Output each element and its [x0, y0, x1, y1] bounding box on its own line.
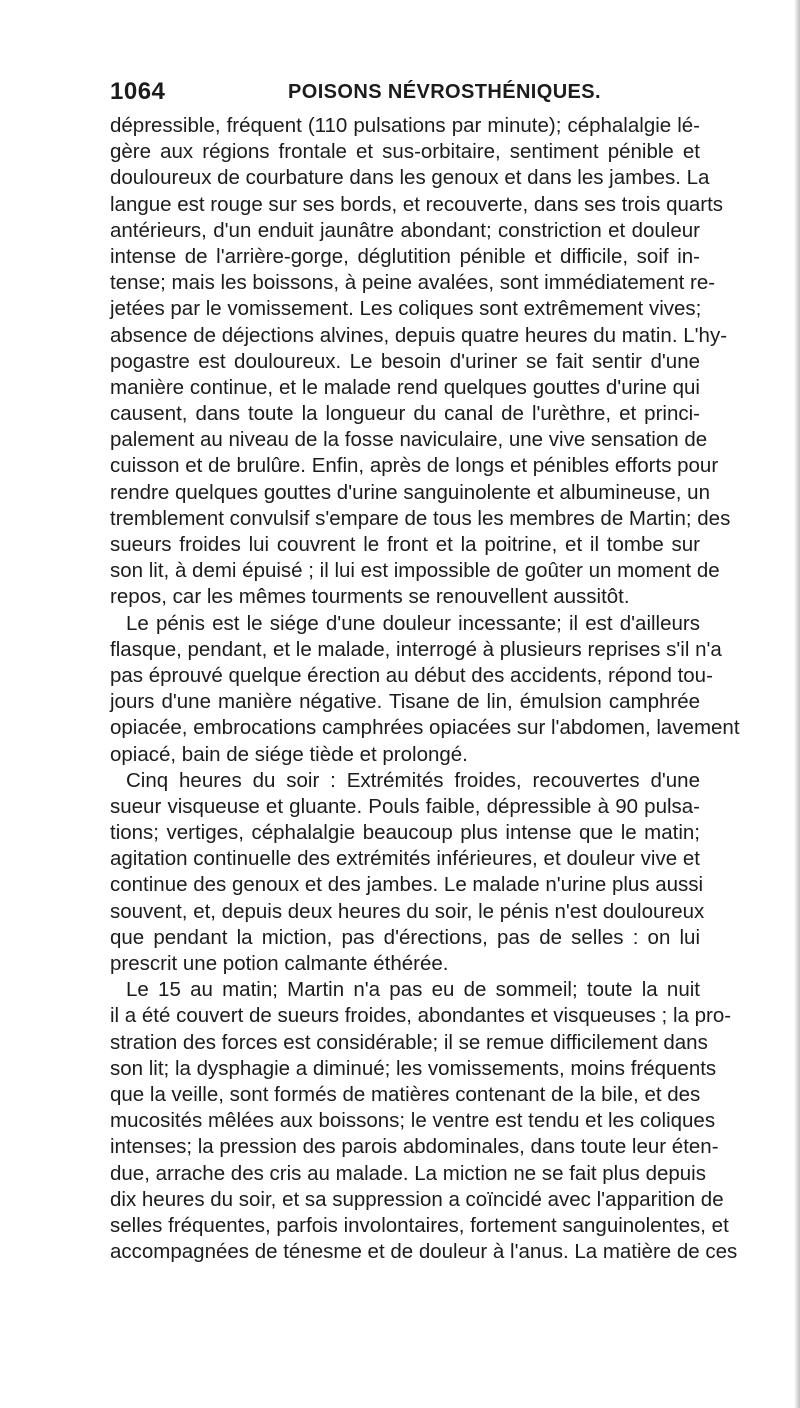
- text-line: sueurs froides lui couvrent le front et la poitrine, et il tombe sur: [110, 533, 700, 556]
- text-line: souvent, et, depuis deux heures du soir, le pénis n'est douloureux: [110, 899, 705, 923]
- scan-shadow-edge: [794, 0, 800, 1408]
- text-line: jetées par le vomissement. Les coliques sont extrêmement vives;: [110, 297, 702, 321]
- text-line: opiacée, embrocations camphrées opiacées sur l'abdomen, lavement: [110, 716, 740, 740]
- page-number: 1064: [110, 78, 166, 105]
- text-line: flasque, pendant, et le malade, interrogé à plusieurs reprises s'il n'a: [110, 637, 722, 661]
- text-line: rendre quelques gouttes d'urine sanguinolente et albumineuse, un: [110, 480, 710, 504]
- text-line: prescrit une potion calmante éthérée.: [110, 952, 449, 975]
- text-line: causent, dans toute la longueur du canal de l'urèthre, et princi-: [110, 402, 700, 426]
- text-line: que pendant la miction, pas d'érections, pas de selles : on lui: [110, 925, 700, 949]
- text-line: langue est rouge sur ses bords, et recouverte, dans ses trois quarts: [110, 192, 724, 216]
- text-line: jours d'une manière négative. Tisane de lin, émulsion camphrée: [110, 690, 700, 714]
- text-line: palement au niveau de la fosse naviculaire, une vive sensation de: [110, 428, 708, 452]
- text-line: agitation continuelle des extrémités inférieures, et douleur vive et: [110, 847, 700, 871]
- text-line: mucosités mêlées aux boissons; le ventre est tendu et les coliques: [110, 1109, 716, 1133]
- text-line: absence de déjections alvines, depuis quatre heures du matin. L'hy-: [110, 323, 728, 347]
- text-line: Le pénis est le siége d'une douleur incessante; il est d'ailleurs: [126, 611, 700, 635]
- text-line: sueur visqueuse et gluante. Pouls faible, dépressible à 90 pulsa-: [110, 794, 700, 818]
- text-line: dépressible, fréquent (110 pulsations par minute); céphalalgie lé-: [110, 114, 700, 137]
- text-line: douloureux de courbature dans les genoux et dans les jambes. La: [110, 166, 710, 190]
- text-line: due, arrache des cris au malade. La miction ne se fait plus depuis: [110, 1161, 706, 1185]
- text-line: pas éprouvé quelque érection au début des accidents, répond tou-: [110, 663, 713, 687]
- text-line: Cinq heures du soir : Extrémités froides, recouvertes d'une: [126, 768, 700, 792]
- text-line: selles fréquentes, parfois involontaires, fortement sanguinolentes, et: [110, 1213, 729, 1237]
- text-line: dix heures du soir, et sa suppression a coïncidé avec l'apparition de: [110, 1187, 724, 1211]
- text-line: manière continue, et le malade rend quelques gouttes d'urine qui: [110, 375, 700, 399]
- text-line: tremblement convulsif s'empare de tous les membres de Martin; des: [110, 506, 731, 530]
- text-line: son lit; la dysphagie a diminué; les vomissements, moins fréquents: [110, 1056, 717, 1080]
- text-line: intenses; la pression des parois abdominales, dans toute leur éten-: [110, 1135, 719, 1159]
- text-line: que la veille, sont formés de matières contenant de la bile, et des: [110, 1082, 701, 1106]
- text-line: gère aux régions frontale et sus-orbitaire, sentiment pénible et: [110, 140, 700, 164]
- text-line: continue des genoux et des jambes. Le malade n'urine plus aussi: [110, 873, 704, 897]
- text-line: il a été couvert de sueurs froides, abondantes et visqueuses ; la pro-: [110, 1004, 732, 1028]
- text-line: Le 15 au matin; Martin n'a pas eu de sommeil; toute la nuit: [126, 978, 700, 1002]
- running-title: POISONS NÉVROSTHÉNIQUES.: [288, 81, 601, 103]
- text-line: intense de l'arrière-gorge, déglutition pénible et difficile, soif in-: [110, 244, 700, 268]
- text-line: cuisson et de brulûre. Enfin, après de longs et pénibles efforts pour: [110, 454, 719, 478]
- text-line: opiacé, bain de siége tiède et prolongé.: [110, 742, 468, 766]
- text-line: accompagnées de ténesme et de douleur à l'anus. La matière de ces: [110, 1240, 738, 1264]
- text-line: antérieurs, d'un enduit jaunâtre abondant; constriction et douleur: [110, 218, 700, 242]
- text-line: tense; mais les boissons, à peine avalées, sont immédiatement re-: [110, 271, 716, 295]
- text-line: pogastre est douloureux. Le besoin d'uriner se fait sentir d'une: [110, 349, 700, 373]
- running-header: [110, 78, 710, 106]
- text-line: stration des forces est considérable; il se remue difficilement dans: [110, 1030, 708, 1054]
- text-line: son lit, à demi épuisé ; il lui est impossible de goûter un moment de: [110, 559, 720, 583]
- body-text: [110, 113, 740, 1265]
- text-line: repos, car les mêmes tourments se renouvellent aussitôt.: [110, 585, 630, 609]
- text-line: tions; vertiges, céphalalgie beaucoup plus intense que le matin;: [110, 821, 700, 845]
